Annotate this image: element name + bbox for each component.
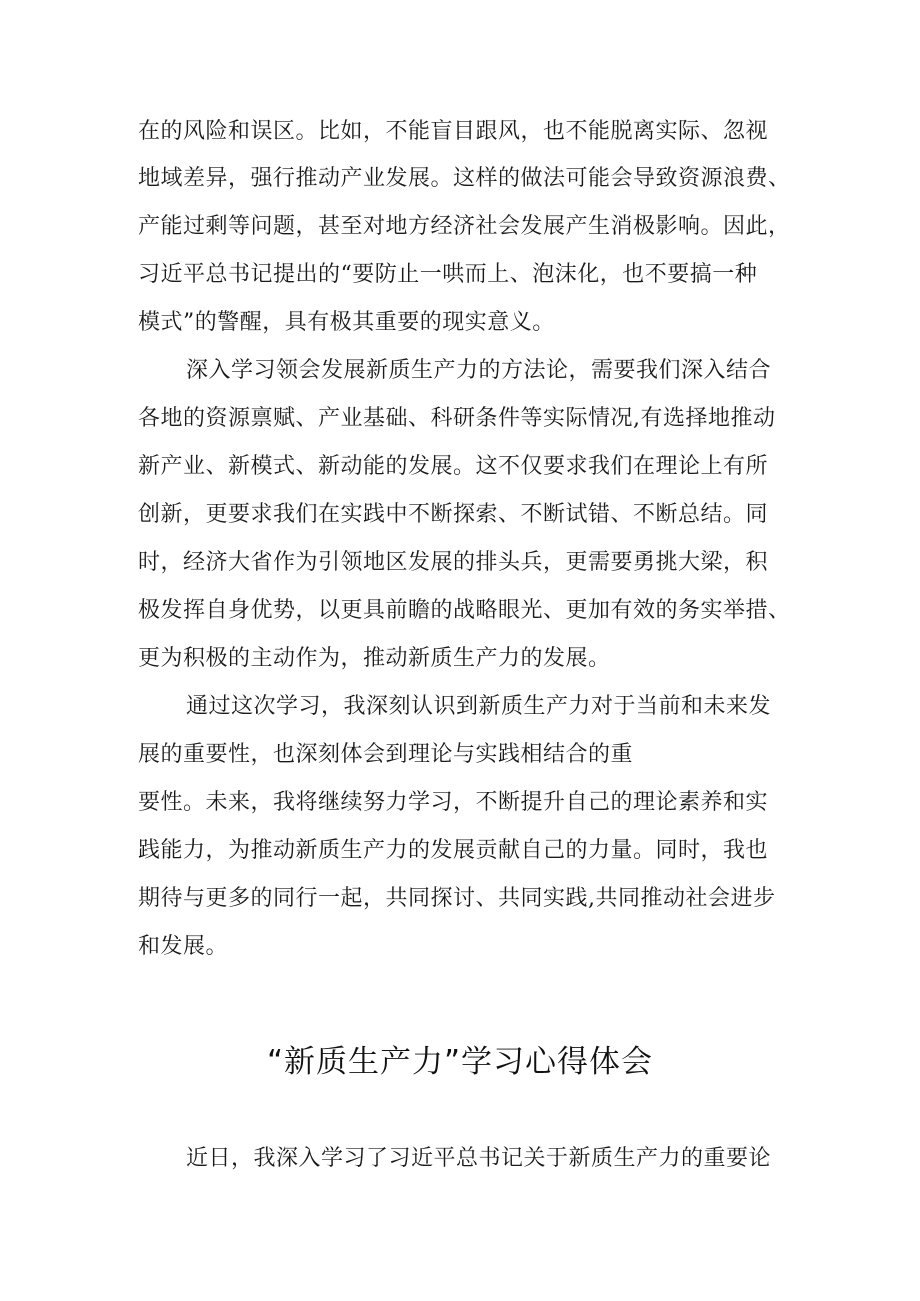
text-line: 展的重要性，也深刻体会到理论与实践相结合的重 — [138, 742, 634, 767]
text-line: 践能力，为推动新质生产力的发展贡献自己的力量。同时，我也 — [138, 838, 769, 863]
text-line: 和发展。 — [138, 934, 229, 959]
text-line: 创新，更要求我们在实践中不断探索、不断试错、不断总结。同 — [138, 502, 769, 527]
text-line: 新产业、新模式、新动能的发展。这不仅要求我们在理论上有所 — [138, 454, 769, 479]
text-line: 通过这次学习，我深刻认识到新质生产力对于当前和未来发 — [186, 694, 772, 719]
text-line: 近日，我深入学习了习近平总书记关于新质生产力的重要论 — [186, 1146, 772, 1171]
text-line: 期待与更多的同行一起，共同探讨、共同实践,共同推动社会进步 — [138, 886, 776, 911]
text-line: 极发挥自身优势，以更具前瞻的战略眼光、更加有效的务实举措、 — [138, 598, 791, 623]
text-line: 要性。未来，我将继续努力学习，不断提升自己的理论素养和实 — [138, 790, 769, 815]
text-line: 时，经济大省作为引领地区发展的排头兵，更需要勇挑大梁，积 — [138, 550, 769, 575]
text-line: 地域差异，强行推动产业发展。这样的做法可能会导致资源浪费、 — [138, 166, 791, 191]
text-line: 模式”的警醒，具有极其重要的现实意义。 — [138, 310, 555, 335]
text-line: 产能过剩等问题，甚至对地方经济社会发展产生消极影响。因此， — [138, 214, 791, 239]
text-line: 深入学习领会发展新质生产力的方法论，需要我们深入结合 — [186, 358, 772, 383]
section-title: “新质生产力”学习心得体会 — [266, 1044, 654, 1080]
text-line: 习近平总书记提出的“要防止一哄而上、泡沫化，也不要搞一种 — [138, 262, 758, 287]
text-line: 更为积极的主动作为，推动新质生产力的发展。 — [138, 646, 611, 671]
text-line: 各地的资源禀赋、产业基础、科研条件等实际情况,有选择地推动 — [138, 406, 776, 431]
text-line: 在的风险和误区。比如，不能盲目跟风，也不能脱离实际、忽视 — [138, 119, 769, 144]
